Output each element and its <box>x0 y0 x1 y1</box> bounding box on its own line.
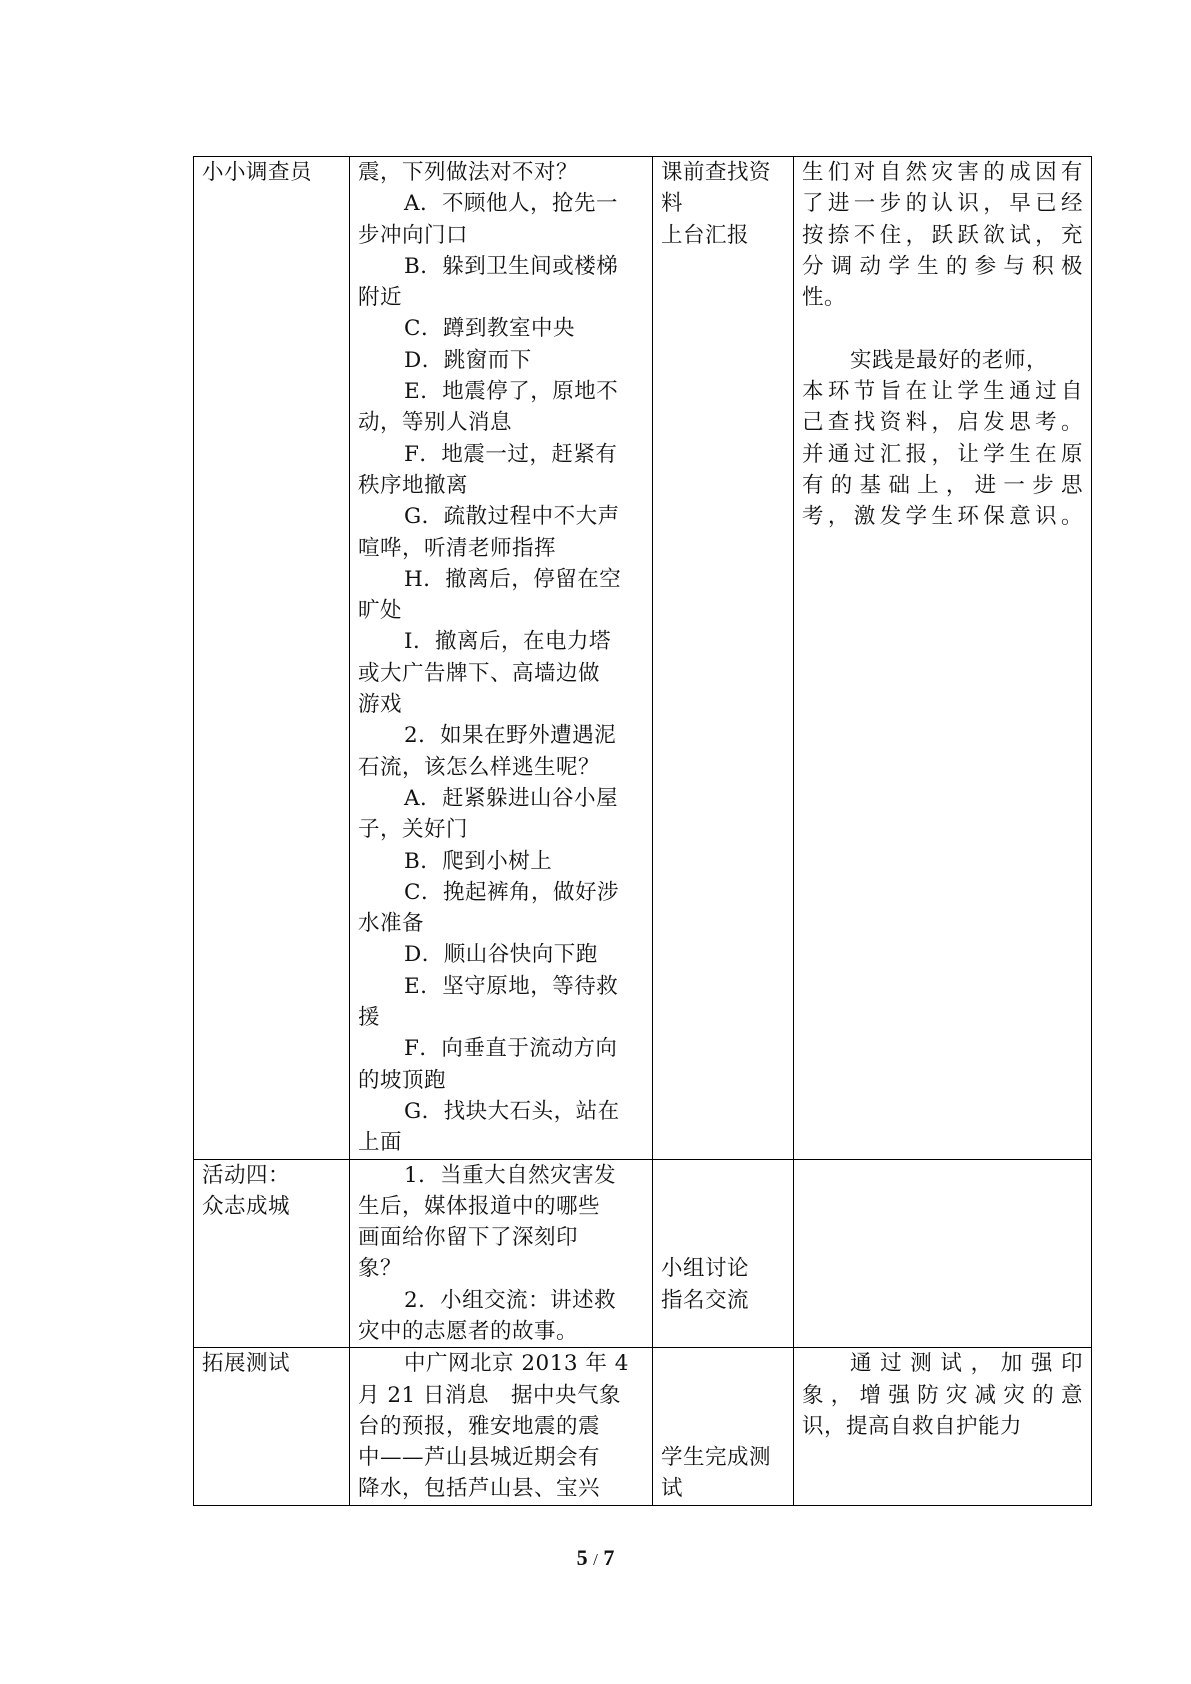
student-activity-line: 料 <box>661 191 684 217</box>
design-intent-line: 本环节旨在让学生通过自 <box>802 379 1083 405</box>
spacer <box>661 1222 785 1253</box>
student-activity-line: 学生完成测 <box>661 1445 772 1471</box>
content-line: 中广网北京 2013 年 4 <box>404 1351 629 1377</box>
design-intent-line <box>802 313 1083 344</box>
content-line: 台的预报，雅安地震的震 <box>358 1413 601 1439</box>
activity-name-cell <box>194 157 350 1160</box>
content-line: 月 21 日消息 据中央气象 <box>358 1382 622 1408</box>
content-line: 石流，该怎么样逃生呢？ <box>358 754 601 780</box>
content-line: G．找块大石头，站在 <box>404 1098 620 1124</box>
content-line: 灾中的志愿者的故事。 <box>358 1318 579 1344</box>
spacer <box>661 1160 785 1191</box>
content-line: D．顺山谷快向下跑 <box>404 942 598 968</box>
content-line: 动，等别人消息 <box>358 410 513 436</box>
activity-name-line: 众志成城 <box>202 1193 291 1219</box>
activity-content-cell <box>350 1159 653 1348</box>
page-separator: / <box>593 1550 598 1569</box>
design-intent-line: 按捺不住，跃跃欲试，充 <box>802 222 1083 248</box>
content-line: 降水，包括芦山县、宝兴 <box>358 1476 601 1502</box>
student-activity-cell <box>653 157 794 1160</box>
content-line: B．躲到卫生间或楼梯 <box>404 253 619 279</box>
table-row <box>194 1348 1092 1505</box>
design-intent-line: 考，激发学生环保意识。 <box>802 504 1083 530</box>
spacer <box>661 1348 785 1379</box>
spacer <box>661 1411 785 1442</box>
student-activity-line: 指名交流 <box>661 1287 750 1313</box>
content-line: 上面 <box>358 1130 403 1156</box>
content-line: 援 <box>358 1005 381 1031</box>
activity-name-line: 小小调查员 <box>202 160 313 185</box>
content-line: 的坡顶跑 <box>358 1067 447 1093</box>
content-line: 2．小组交流：讲述救 <box>404 1287 617 1313</box>
table-row <box>194 1159 1092 1348</box>
spacer <box>661 1380 785 1411</box>
content-line: E．坚守原地，等待救 <box>404 973 619 999</box>
design-intent-line: 己查找资料，启发思考。 <box>802 410 1083 436</box>
activity-name-line: 活动四： <box>202 1162 291 1188</box>
activity-name-line: 拓展测试 <box>202 1351 291 1377</box>
activity-content-cell <box>350 1348 653 1505</box>
content-line: 步冲向门口 <box>358 222 469 248</box>
spacer <box>661 1191 785 1222</box>
student-activity-line: 试 <box>661 1476 684 1502</box>
content-line: 游戏 <box>358 692 403 718</box>
content-line: 画面给你留下了深刻印 <box>358 1225 579 1251</box>
content-line: F．地震一过，赶紧有 <box>404 441 618 467</box>
content-line: 1．当重大自然灾害发 <box>404 1162 617 1188</box>
content-line: 生后，媒体报道中的哪些 <box>358 1193 601 1219</box>
design-intent-line: 实践是最好的老师， <box>850 347 1049 373</box>
content-line: 秩序地撤离 <box>358 472 469 498</box>
content-line: I．撤离后，在电力塔 <box>404 629 611 655</box>
student-activity-cell <box>653 1348 794 1505</box>
student-activity-line: 小组讨论 <box>661 1256 750 1282</box>
content-line: 震，下列做法对不对？ <box>358 160 579 185</box>
content-line: E．地震停了，原地不 <box>404 379 619 405</box>
content-line: 旷处 <box>358 598 403 624</box>
activity-name-cell <box>194 1348 350 1505</box>
content-line: C．挽起裤角，做好涉 <box>404 879 619 905</box>
student-activity-cell <box>653 1159 794 1348</box>
content-line: 水准备 <box>358 911 425 937</box>
content-line: G．疏散过程中不大声 <box>404 504 620 530</box>
content-line: F．向垂直于流动方向 <box>404 1036 618 1062</box>
design-intent-line: 并通过汇报，让学生在原 <box>802 441 1083 467</box>
content-line: H．撤离后，停留在空 <box>404 566 622 592</box>
design-intent-line: 性。 <box>802 285 847 311</box>
content-line: 2．如果在野外遭遇泥 <box>404 723 617 749</box>
design-intent-cell <box>794 1348 1092 1505</box>
activity-content-cell <box>350 157 653 1160</box>
content-line: 中——芦山县城近期会有 <box>358 1445 601 1471</box>
student-activity-line: 上台汇报 <box>661 222 750 248</box>
content-line: D．跳窗而下 <box>404 347 532 373</box>
content-line: 象？ <box>358 1256 403 1282</box>
content-line: A．赶紧躲进山谷小屋 <box>404 785 619 811</box>
design-intent-cell <box>794 1159 1092 1348</box>
lesson-plan-table <box>193 156 1092 1506</box>
design-intent-line: 通过测试，加强印 <box>850 1351 1083 1377</box>
design-intent-line: 分调动学生的参与积极 <box>802 253 1083 279</box>
activity-name-cell <box>194 1159 350 1348</box>
content-line: 喧哗，听清老师指挥 <box>358 535 557 561</box>
design-intent-line: 有的基础上，进一步思 <box>802 472 1083 498</box>
page-footer <box>0 1545 1191 1571</box>
content-line: B．爬到小树上 <box>404 848 553 874</box>
design-intent-line: 生们对自然灾害的成因有 <box>802 160 1083 185</box>
content-line: C．蹲到教室中央 <box>404 316 575 342</box>
content-line: 子，关好门 <box>358 817 469 843</box>
design-intent-line: 象，增强防灾减灾的意 <box>802 1382 1083 1408</box>
design-intent-line: 了进一步的认识，早已经 <box>802 191 1083 217</box>
content-line: A．不顾他人，抢先一 <box>404 191 619 217</box>
page-number: 5 <box>576 1545 588 1570</box>
table-row <box>194 157 1092 1160</box>
content-line: 附近 <box>358 285 403 311</box>
design-intent-line: 识，提高自救自护能力 <box>802 1413 1023 1439</box>
page-total: 7 <box>603 1545 615 1570</box>
design-intent-cell <box>794 157 1092 1160</box>
content-line: 或大广告牌下、高墙边做 <box>358 660 601 686</box>
student-activity-line: 课前查找资 <box>661 160 772 185</box>
